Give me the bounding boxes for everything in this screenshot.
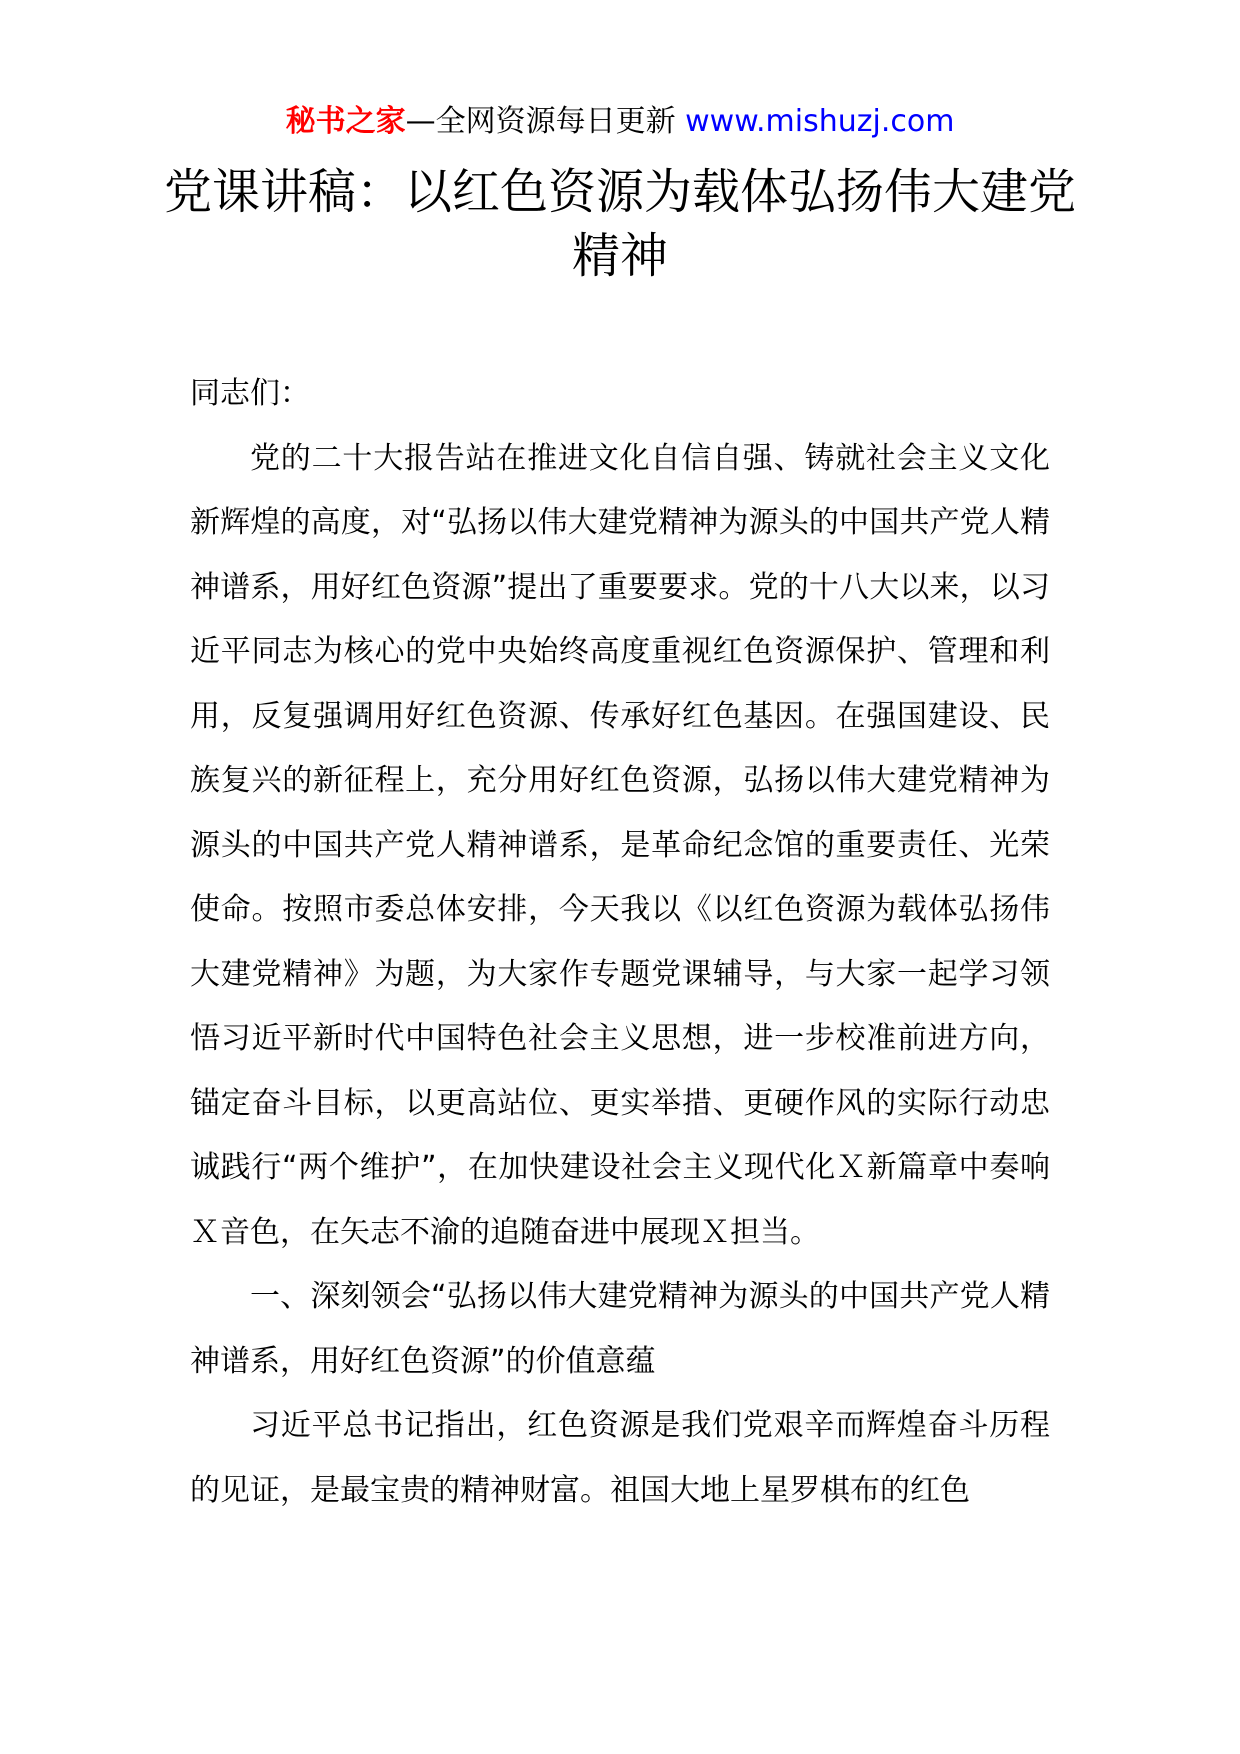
- section-heading-1: 一、深刻领会“弘扬以伟大建党精神为源头的中国共产党人精神谱系，用好红色资源”的价值意蕴: [190, 1279, 1050, 1379]
- site-slogan: —全网资源每日更新: [405, 104, 676, 139]
- site-name: 秘书之家: [285, 104, 406, 139]
- document-title: 党课讲稿：以红色资源为载体弘扬伟大建党精神: [163, 164, 1076, 284]
- site-url-link[interactable]: www.mishuzj.com: [685, 104, 955, 139]
- salutation: 同志们：: [190, 376, 310, 411]
- document-body: [190, 362, 1050, 1523]
- paragraph-section-1: 习近平总书记指出，红色资源是我们党艰辛而辉煌奋斗历程的见证，是最宝贵的精神财富。祖国大地上星罗棋布的红色: [190, 1408, 1050, 1508]
- site-header: [0, 100, 1240, 144]
- paragraph-intro: 党的二十大报告站在推进文化自信自强、铸就社会主义文化新辉煌的高度，对“弘扬以伟大建党精神为源头的中国共产党人精神谱系，用好红色资源”提出了重要要求。党的十八大以来，以习近平同志为核心的党中央始终高度重视红色资源保护、管理和利用，反复强调用好红色资源、传承好红色基因。在强国建设、民族复兴的新征程上，充分用好红色资源，弘扬以伟大建党精神为源头的中国共产党人精神谱系，是革命纪念馆的重要责任、光荣使命。按照市委总体安排，今天我以《以红色资源为载体弘扬伟大建党精神》为题，为大家作专题党课辅导，与大家一起学习领悟习近平新时代中国特色社会主义思想，进一步校准前进方向，锚定奋斗目标，以更高站位、更实举措、更硬作风的实际行动忠诚践行“两个维护”，在加快建设社会主义现代化Ｘ新篇章中奏响Ｘ音色，在矢志不渝的追随奋进中展现Ｘ担当。: [190, 440, 1050, 1250]
